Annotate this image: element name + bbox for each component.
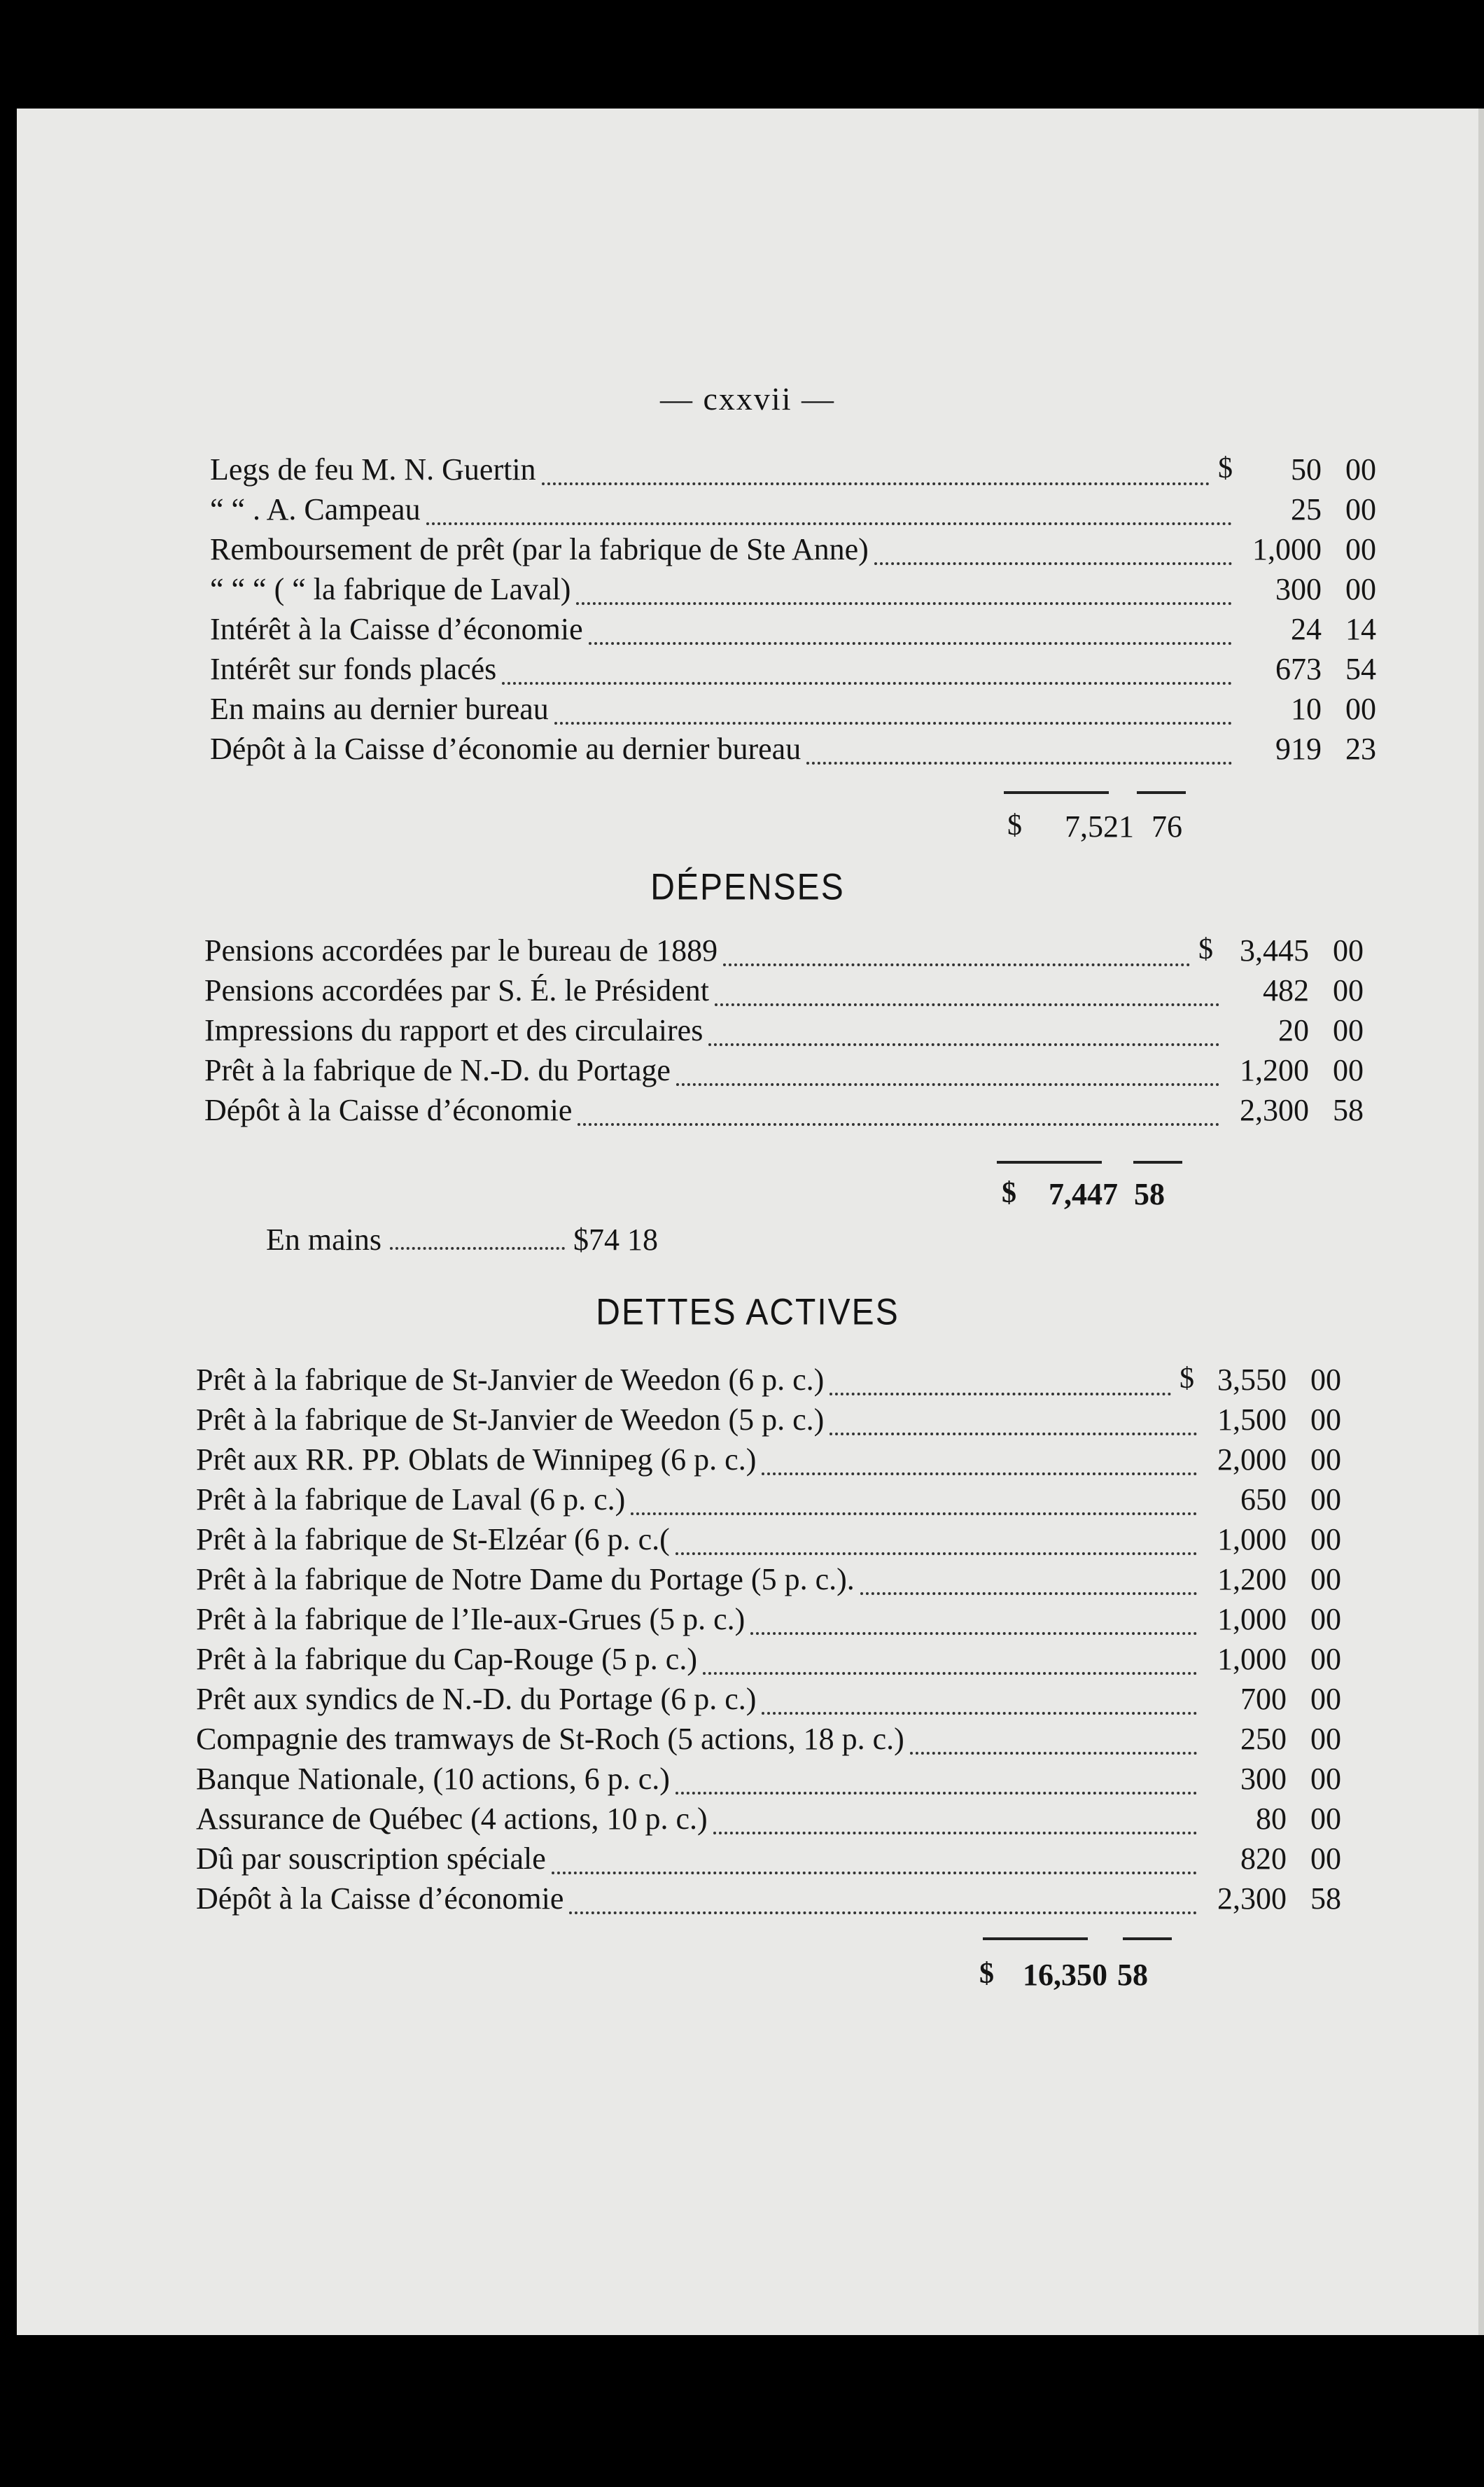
dettes-label: Prêt à la fabrique de St-Janvier de Weedon (5 p. c.) — [196, 1402, 825, 1437]
dettes-row — [196, 1521, 1373, 1561]
receipts-label: Intérêt sur fonds placés — [210, 652, 497, 686]
amount-dollars: 2,300 — [1240, 1093, 1309, 1127]
amount-dollars: 919 — [1275, 732, 1322, 766]
amount-cents: 00 — [1310, 1363, 1341, 1397]
amount-cents: 00 — [1310, 1762, 1341, 1796]
depenses-row — [204, 973, 1396, 1012]
dot-leader — [806, 741, 1232, 765]
receipts-row — [210, 691, 1408, 731]
currency-sign: $ — [1198, 933, 1213, 966]
dettes-label: Compagnie des tramways de St-Roch (5 actions, 18 p. c.) — [196, 1722, 904, 1756]
en-mains-line — [266, 1222, 658, 1258]
dettes-label: Prêt à la fabrique de Laval (6 p. c.) — [196, 1482, 626, 1517]
amount-dollars: 1,000 — [1217, 1642, 1287, 1676]
dettes-label: Prêt à la fabrique de Notre Dame du Portage (5 p. c.). — [196, 1562, 855, 1596]
receipts-label: Legs de feu M. N. Guertin — [210, 452, 536, 487]
dot-leader — [762, 1451, 1197, 1475]
amount-dollars: 700 — [1240, 1682, 1287, 1716]
dot-leader — [676, 1771, 1197, 1795]
dettes-row — [196, 1841, 1373, 1881]
depenses-row — [204, 933, 1396, 973]
amount-dollars: 1,500 — [1217, 1402, 1287, 1437]
en-mains-amount: $74 18 — [573, 1222, 658, 1257]
dettes-row — [196, 1881, 1373, 1921]
amount-cents: 00 — [1333, 973, 1364, 1008]
amount-dollars: 1,200 — [1217, 1562, 1287, 1596]
dot-leader — [676, 1062, 1219, 1086]
amount-cents: 00 — [1345, 492, 1376, 527]
dot-leader — [569, 1890, 1197, 1914]
dettes-label: Banque Nationale, (10 actions, 6 p. c.) — [196, 1762, 670, 1796]
scanned-page — [17, 109, 1484, 2335]
total-dollars: 16,350 — [1023, 1958, 1107, 1992]
total-dollars: 7,447 — [1049, 1177, 1118, 1211]
dot-leader — [874, 541, 1232, 565]
receipts-total-row — [210, 809, 1214, 851]
amount-cents: 00 — [1333, 1053, 1364, 1087]
dot-leader — [715, 982, 1219, 1006]
amount-dollars: 24 — [1291, 612, 1322, 646]
subtotal-rule — [983, 1937, 1088, 1940]
currency-sign: $ — [1218, 452, 1233, 485]
dot-leader — [713, 1811, 1197, 1834]
dettes-label: Assurance de Québec (4 actions, 10 p. c.) — [196, 1802, 708, 1836]
amount-cents: 58 — [1333, 1093, 1364, 1127]
receipts-label: Intérêt à la Caisse d’économie — [210, 612, 583, 646]
depenses-row — [204, 1092, 1396, 1132]
subtotal-rule-cents — [1133, 1161, 1182, 1164]
amount-cents: 00 — [1333, 1013, 1364, 1047]
amount-cents: 58 — [1310, 1881, 1341, 1916]
amount-dollars: 20 — [1278, 1013, 1309, 1047]
amount-dollars: 1,000 — [1217, 1602, 1287, 1636]
amount-cents: 00 — [1310, 1522, 1341, 1556]
receipts-row — [210, 531, 1408, 571]
dot-leader — [703, 1651, 1197, 1675]
depenses-label: Pensions accordées par le bureau de 1889 — [204, 933, 718, 968]
total-currency: $ — [1002, 1177, 1016, 1209]
total-cents: 76 — [1152, 809, 1182, 844]
receipts-row — [210, 452, 1408, 492]
subtotal-rule — [997, 1161, 1102, 1164]
dettes-total-row — [196, 1957, 1180, 1999]
dettes-row — [196, 1362, 1373, 1402]
amount-cents: 54 — [1345, 652, 1376, 686]
depenses-label: Dépôt à la Caisse d’économie — [204, 1093, 573, 1127]
amount-dollars: 3,550 — [1217, 1363, 1287, 1397]
dettes-row — [196, 1721, 1373, 1761]
dettes-row — [196, 1402, 1373, 1442]
amount-dollars: 2,000 — [1217, 1442, 1287, 1477]
dettes-label: Dû par souscription spéciale — [196, 1841, 546, 1876]
amount-dollars: 300 — [1275, 572, 1322, 606]
dot-leader — [576, 581, 1232, 605]
total-cents: 58 — [1134, 1177, 1165, 1211]
dot-leader — [631, 1491, 1197, 1515]
amount-cents: 00 — [1310, 1682, 1341, 1716]
depenses-label: Impressions du rapport et des circulaires — [204, 1013, 704, 1047]
subtotal-rule-cents — [1137, 791, 1186, 794]
receipts-row — [210, 651, 1408, 691]
depenses-row — [204, 1052, 1396, 1092]
amount-cents: 00 — [1310, 1402, 1341, 1437]
receipts-row — [210, 571, 1408, 611]
amount-cents: 00 — [1310, 1602, 1341, 1636]
dot-leader — [860, 1571, 1197, 1595]
amount-dollars: 650 — [1240, 1482, 1287, 1517]
receipts-row — [210, 492, 1408, 531]
subtotal-rule-cents — [1123, 1937, 1172, 1940]
amount-dollars: 80 — [1256, 1802, 1287, 1836]
dot-leader — [552, 1851, 1197, 1874]
amount-dollars: 1,000 — [1252, 532, 1322, 566]
depenses-row — [204, 1012, 1396, 1052]
depenses-label: Pensions accordées par S. É. le Président — [204, 973, 709, 1008]
dettes-row — [196, 1641, 1373, 1681]
dettes-row — [196, 1442, 1373, 1482]
dot-leader — [830, 1372, 1171, 1395]
dettes-label: Prêt à la fabrique de St-Janvier de Weedon (6 p. c.) — [196, 1363, 825, 1397]
dot-leader — [676, 1531, 1197, 1555]
amount-dollars: 50 — [1291, 452, 1322, 487]
section-title-depenses: DÉPENSES — [650, 867, 845, 908]
page-number-header: — cxxvii — — [660, 381, 835, 417]
amount-cents: 14 — [1345, 612, 1376, 646]
dettes-label: Dépôt à la Caisse d’économie — [196, 1881, 564, 1916]
amount-dollars: 10 — [1291, 692, 1322, 726]
dot-leader — [542, 461, 1210, 485]
dettes-row — [196, 1681, 1373, 1721]
amount-dollars: 2,300 — [1217, 1881, 1287, 1916]
dettes-row — [196, 1601, 1373, 1641]
amount-dollars: 300 — [1240, 1762, 1287, 1796]
amount-dollars: 820 — [1240, 1841, 1287, 1876]
dot-leader — [708, 1022, 1219, 1046]
dot-leader — [910, 1731, 1197, 1755]
amount-dollars: 250 — [1240, 1722, 1287, 1756]
dot-leader — [750, 1611, 1197, 1635]
dot-leader — [554, 701, 1232, 725]
amount-dollars: 673 — [1275, 652, 1322, 686]
dot-leader — [578, 1102, 1219, 1126]
amount-cents: 00 — [1310, 1841, 1341, 1876]
depenses-total-row — [204, 1176, 1197, 1218]
amount-dollars: 3,445 — [1240, 933, 1309, 968]
amount-cents: 00 — [1333, 933, 1364, 968]
page-content — [17, 109, 1478, 2335]
currency-sign: $ — [1180, 1363, 1194, 1395]
section-title-dettes-actives: DETTES ACTIVES — [596, 1292, 899, 1333]
total-dollars: 7,521 — [1065, 809, 1134, 844]
dettes-label: Prêt à la fabrique du Cap-Rouge (5 p. c.) — [196, 1642, 697, 1676]
amount-dollars: 1,000 — [1217, 1522, 1287, 1556]
amount-cents: 00 — [1310, 1482, 1341, 1517]
receipts-label: “ “ “ ( “ la fabrique de Laval) — [210, 572, 571, 606]
amount-cents: 00 — [1310, 1642, 1341, 1676]
dettes-label: Prêt aux RR. PP. Oblats de Winnipeg (6 p. c.) — [196, 1442, 757, 1477]
dot-leader — [830, 1412, 1197, 1435]
total-currency: $ — [979, 1958, 994, 1990]
total-cents: 58 — [1117, 1958, 1148, 1992]
amount-cents: 00 — [1345, 572, 1376, 606]
en-mains-label: En mains — [266, 1222, 382, 1257]
amount-cents: 00 — [1345, 452, 1376, 487]
depenses-label: Prêt à la fabrique de N.-D. du Portage — [204, 1053, 671, 1087]
dettes-label: Prêt à la fabrique de St-Elzéar (6 p. c.( — [196, 1522, 670, 1556]
total-currency: $ — [1007, 809, 1022, 842]
receipts-label: Remboursement de prêt (par la fabrique de Ste Anne) — [210, 532, 869, 566]
receipts-row — [210, 731, 1408, 771]
amount-dollars: 482 — [1263, 973, 1309, 1008]
amount-dollars: 1,200 — [1240, 1053, 1309, 1087]
dettes-row — [196, 1761, 1373, 1801]
receipts-label: Dépôt à la Caisse d’économie au dernier bureau — [210, 732, 802, 766]
dot-leader — [589, 621, 1232, 645]
dettes-row — [196, 1801, 1373, 1841]
dettes-label: Prêt à la fabrique de l’Ile-aux-Grues (5 p. c.) — [196, 1602, 746, 1636]
dot-leader — [502, 661, 1232, 685]
subtotal-rule — [1004, 791, 1109, 794]
amount-dollars: 25 — [1291, 492, 1322, 527]
amount-cents: 00 — [1345, 692, 1376, 726]
dettes-row — [196, 1482, 1373, 1521]
amount-cents: 00 — [1310, 1802, 1341, 1836]
dettes-label: Prêt aux syndics de N.-D. du Portage (6 p. c.) — [196, 1682, 757, 1716]
receipts-row — [210, 611, 1408, 651]
dot-leader — [762, 1691, 1197, 1715]
amount-cents: 23 — [1345, 732, 1376, 766]
amount-cents: 00 — [1345, 532, 1376, 566]
dot-leader — [723, 942, 1190, 966]
dot-leader — [390, 1226, 565, 1250]
dettes-row — [196, 1561, 1373, 1601]
amount-cents: 00 — [1310, 1442, 1341, 1477]
receipts-label: En mains au dernier bureau — [210, 692, 549, 726]
amount-cents: 00 — [1310, 1722, 1341, 1756]
dot-leader — [426, 501, 1232, 525]
amount-cents: 00 — [1310, 1562, 1341, 1596]
receipts-label: “ “ . A. Campeau — [210, 492, 421, 527]
